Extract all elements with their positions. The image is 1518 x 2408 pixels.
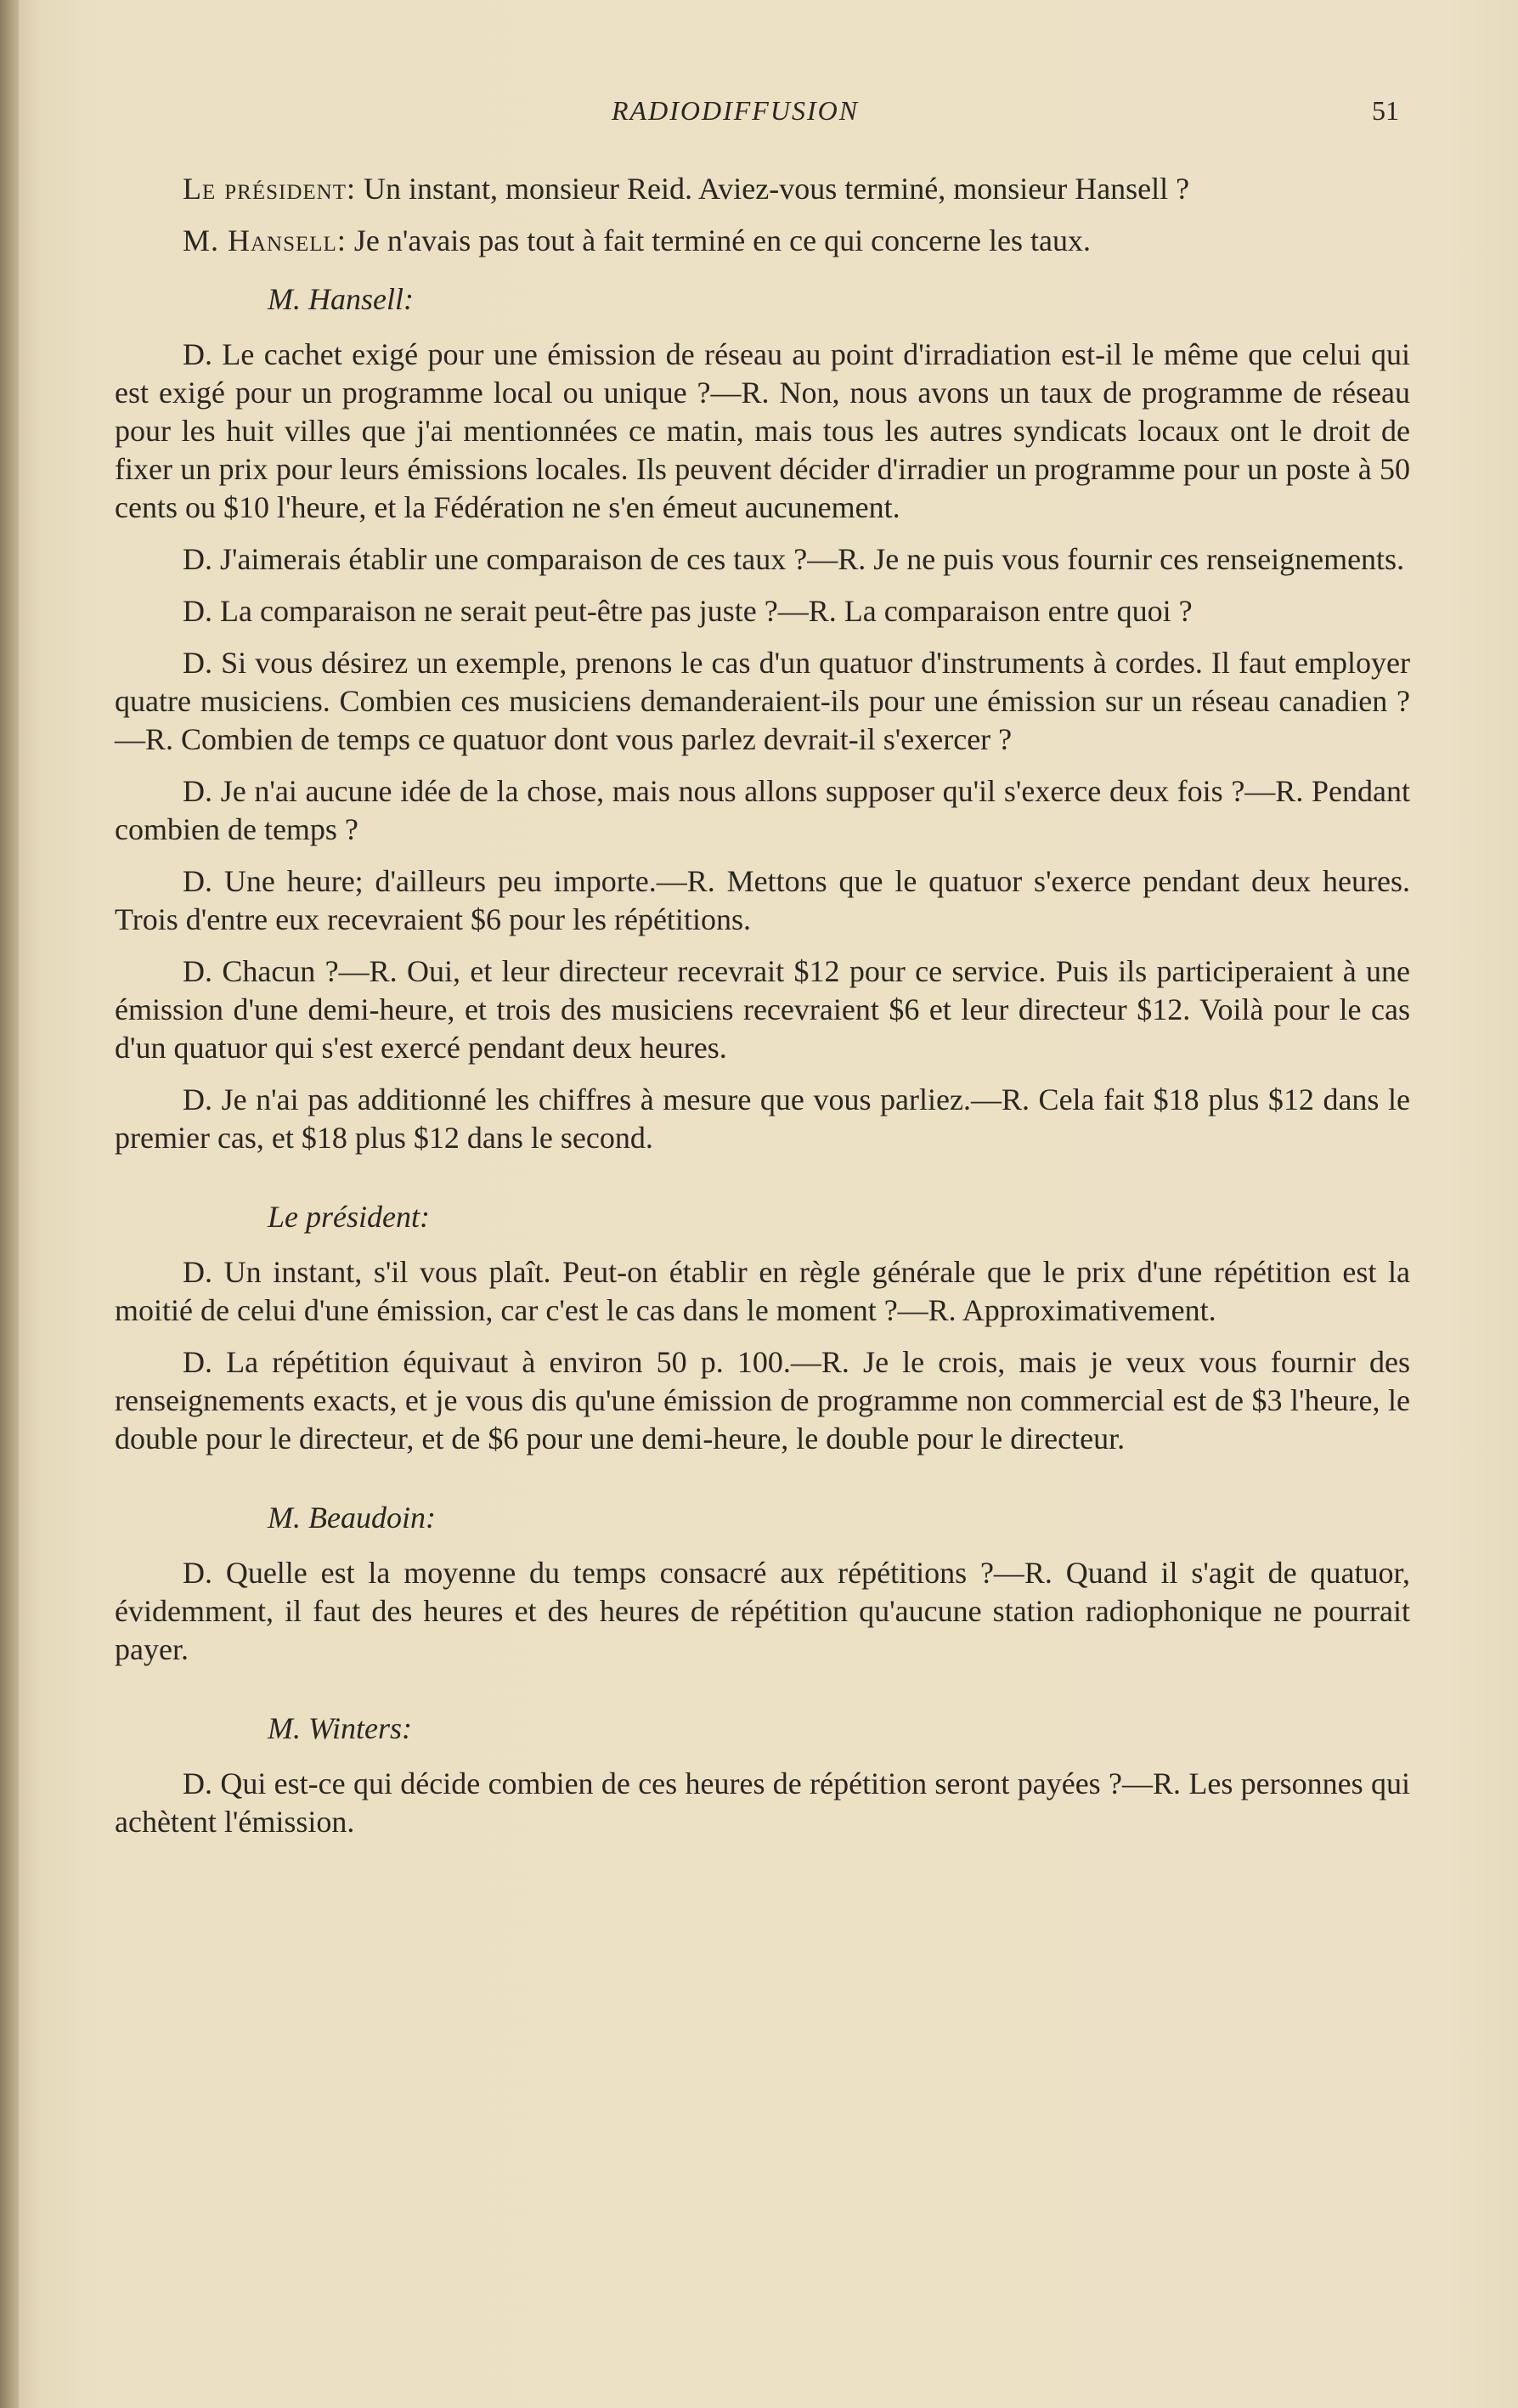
speaker-label: M. Hansell: — [183, 223, 347, 257]
qa-paragraph: D. Une heure; d'ailleurs peu importe.—R. Mettons que le quatuor s'exerce pendant deux heures. Trois d'entre eux recevraient $6 pour les répétitions. — [115, 864, 1410, 936]
intro-paragraph — [115, 222, 1410, 260]
speaker-heading: M. Hansell: — [268, 282, 414, 316]
qa-paragraph: D. Je n'ai aucune idée de la chose, mais nous allons supposer qu'il s'exerce deux fois ?—R. Pendant combien de temps ? — [115, 774, 1410, 846]
paragraph-text: Un instant, monsieur Reid. Aviez-vous terminé, monsieur Hansell ? — [356, 172, 1190, 206]
qa-paragraph: D. Un instant, s'il vous plaît. Peut-on établir en règle générale que le prix d'une répétition est la moitié de celui d'une émission, car c'est le cas dans le moment ?—R. Approximativement. — [115, 1255, 1410, 1327]
qa-paragraph: D. Le cachet exigé pour une émission de réseau au point d'irradiation est-il le même que celui qui est exigé pour un programme local ou unique ?—R. Non, nous avons un taux de programme de réseau pour les huit villes que j'ai mentionnées ce matin, mais tous les autres syndicats locaux ont le droit de fixer un prix pour leurs émissions locales. Ils peuvent décider d'irradier un programme pour un poste à 50 cents ou $10 l'heure, et la Fédération ne s'en émeut aucunement. — [115, 337, 1410, 524]
qa-paragraph: D. Quelle est la moyenne du temps consacré aux répétitions ?—R. Quand il s'agit de quatuor, évidemment, il faut des heures et des heures de répétition qu'aucune station radiophonique ne pourrait payer. — [115, 1556, 1410, 1666]
book-spine-shadow — [0, 0, 19, 2408]
qa-paragraph: D. J'aimerais établir une comparaison de ces taux ?—R. Je ne puis vous fournir ces renseignements. — [183, 542, 1405, 576]
page-header — [0, 95, 1518, 138]
running-title: RADIODIFFUSION — [612, 95, 860, 126]
paragraph-text: Je n'avais pas tout à fait terminé en ce qui concerne les taux. — [346, 223, 1091, 257]
speaker-label: Le président: — [183, 172, 356, 206]
qa-paragraph: D. Qui est-ce qui décide combien de ces heures de répétition seront payées ?—R. Les personnes qui achètent l'émission. — [115, 1766, 1410, 1839]
speaker-heading: M. Winters: — [268, 1711, 412, 1745]
speaker-heading: M. Beaudoin: — [268, 1501, 436, 1535]
qa-paragraph: D. La répétition équivaut à environ 50 p. 100.—R. Je le crois, mais je veux vous fournir des renseignements exacts, et je vous dis qu'une émission de programme non commercial est de $3 l'heure, le double pour le directeur, et de $6 pour une demi-heure, le double pour le directeur. — [115, 1345, 1410, 1456]
speaker-heading: Le président: — [268, 1200, 430, 1234]
qa-paragraph: D. Je n'ai pas additionné les chiffres à mesure que vous parliez.—R. Cela fait $18 plus $12 dans le premier cas, et $18 plus $12 dans le second. — [115, 1082, 1410, 1155]
qa-paragraph: D. La comparaison ne serait peut-être pas juste ?—R. La comparaison entre quoi ? — [183, 594, 1193, 628]
qa-paragraph: D. Si vous désirez un exemple, prenons le cas d'un quatuor d'instruments à cordes. Il faut employer quatre musiciens. Combien ces musiciens demanderaient-ils pour une émission sur un réseau canadien ?—R. Combien de temps ce quatuor dont vous parlez devrait-il s'exercer ? — [115, 646, 1410, 756]
intro-paragraph — [115, 170, 1410, 208]
page-body — [115, 170, 1410, 1855]
qa-paragraph: D. Chacun ?—R. Oui, et leur directeur recevrait $12 pour ce service. Puis ils participeraient à une émission d'une demi-heure, et trois des musiciens recevraient $6 et leur directeur $12. Voilà pour le cas d'un quatuor qui s'est exercé pendant deux heures. — [115, 954, 1410, 1065]
page-number: 51 — [1372, 95, 1399, 126]
